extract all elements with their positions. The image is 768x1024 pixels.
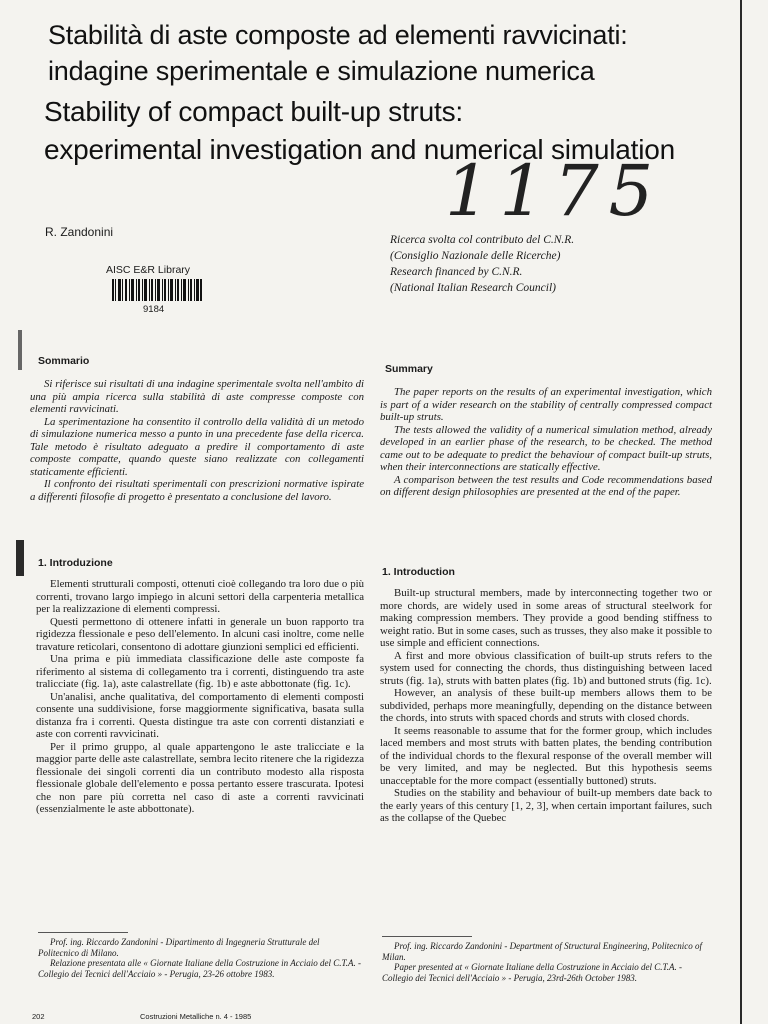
footnote-note: Paper presented at « Giornate Italiane della Costruzione in Acciaio del C.T.A. - Collegio dei Tecnici dell'Acciaio » - Perugia, 23rd-26th October 1983.: [382, 962, 683, 983]
sommario-paragraph: Il confronto dei risultati sperimentali con prescrizioni normative ispirate a differenti filosofie di progetto è presentato a conclusione del lavoro.: [30, 478, 364, 503]
introduction-paragraph: It seems reasonable to assume that for the former group, which includes laced members and most struts with batten plates, the bending contribution of the individual chords to the flexural response of the overall member will be very limited, and may be neglected. But this hypothesis seems unacceptable for the more compact (essentially buttoned) struts.: [380, 724, 712, 787]
footnote-italian: [38, 937, 362, 979]
grant-line-4: (National Italian Research Council): [390, 282, 556, 294]
sommario-body: [30, 378, 364, 503]
introduzione-heading: 1. Introduzione: [38, 557, 113, 569]
library-stamp-label: AISC E&R Library: [106, 264, 191, 276]
grant-note: [390, 232, 720, 296]
author-name: R. Zandonini: [45, 225, 114, 239]
journal-name: Costruzioni Metalliche n. 4 - 1985: [140, 1012, 252, 1021]
title-italian-line1: Stabilità di aste composte ad elementi ravvicinati:: [48, 20, 628, 50]
scan-edge-line: [740, 0, 742, 1024]
introduzione-paragraph: Un'analisi, anche qualitativa, del comportamento di elementi composti consente una suddivisione, forse maggiormente significativa, basata sulla distanza fra i correnti. Questa distingue tra aste con correnti distanziati e aste con correnti ravvicinati.: [36, 690, 364, 740]
footnote-author: Prof. ing. Riccardo Zandonini - Dipartimento di Ingegneria Strutturale del Politecnico di Milano.: [38, 937, 320, 958]
introduzione-body: [36, 578, 364, 816]
summary-paragraph: The tests allowed the validity of a numerical simulation method, already developed in an earlier phase of the research, to be checked. The method came out to be adequate to predict the behaviour of compact built-up struts, when their interconnections are statically effective.: [380, 423, 712, 473]
introduction-heading: 1. Introduction: [382, 566, 455, 578]
title-english-line1: Stability of compact built-up struts:: [44, 96, 463, 127]
introduction-body: [380, 587, 712, 825]
summary-heading: Summary: [385, 363, 433, 375]
introduzione-paragraph: Elementi strutturali composti, ottenuti cioè collegando tra loro due o più correnti, trovano largo impiego in alcuni settori della carpenteria metallica per la realizzazione di elementi compressi.: [36, 578, 364, 615]
barcode-icon: [112, 279, 202, 301]
introduction-paragraph: A first and more obvious classification of built-up struts refers to the system used for connecting the chords, thus distinguishing between laced struts (fig. 1a), struts with batten plates (fig. 1b) and buttoned struts (fig. 1c).: [380, 649, 712, 687]
footnote-english: [382, 941, 712, 983]
introduzione-paragraph: Per il primo gruppo, al quale appartengono le aste tralicciate e la maggior parte delle aste calastrellate, sembra lecito ritenere che la rigidezza flessionale dei singoli correnti dia un contributo modesto alla risposta flessionale globale dell'elemento e possa pertanto essere trascurata. Ipotesi che non pare più corretta nel caso di aste a correnti ravvicinati (essenzialmente le aste abbottonate).: [36, 740, 364, 815]
introduction-paragraph: Built-up structural members, made by interconnecting together two or more chords, are widely used in some areas of structural steelwork for making compression members. They provide a good bending stiffness to weight ratio. But in some cases, such as trusses, they also make it possible to use simple and efficient connections.: [380, 587, 712, 649]
title-italian-line2: indagine sperimentale e simulazione numerica: [48, 56, 595, 86]
sommario-heading: Sommario: [38, 355, 90, 367]
grant-line-2: (Consiglio Nazionale delle Ricerche): [390, 250, 561, 262]
footnote-note: Relazione presentata alle « Giornate Italiane della Costruzione in Acciaio del C.T.A. - Collegio dei Tecnici dell'Acciaio » - Perugia, 23-26 ottobre 1983.: [38, 958, 362, 979]
library-number: 9184: [143, 304, 165, 315]
summary-body: [380, 386, 712, 499]
handwritten-number: 1175: [445, 150, 664, 232]
grant-line-3: Research financed by C.N.R.: [390, 266, 523, 278]
sommario-paragraph: La sperimentazione ha consentito il controllo della validità di un metodo di simulazione numerica messo a punto in una precedente fase della ricerca. Tale metodo è risultato adeguato a predire il comportamento di aste composte compatte, quando queste siano realizzate con collegamenti staticamente efficienti.: [30, 415, 364, 478]
footnote-divider: [382, 936, 472, 937]
introduction-paragraph: Studies on the stability and behaviour of built-up members date back to the early years of this century [1, 2, 3], when certain important failures, such as the collapse of the Quebec: [380, 787, 712, 824]
summary-paragraph: The paper reports on the results of an experimental investigation, which is part of a wider research on the stability of centrally compressed compact built-up struts.: [380, 386, 712, 423]
grant-line-1: Ricerca svolta col contributo del C.N.R.: [390, 234, 575, 246]
footnote-divider: [38, 932, 128, 933]
introduction-paragraph: However, an analysis of these built-up members allows them to be subdivided, perhaps more meaningfully, depending on the distance between the chords, into struts with spaced chords and struts with closed chords.: [380, 687, 712, 724]
scan-edge-mark: [18, 330, 22, 370]
introduzione-paragraph: Questi permettono di ottenere infatti in generale un buon rapporto tra rigidezza flessionale e peso dell'elemento. In alcuni casi inoltre, come nelle travature reticolari, consentono di adottare giunzioni semplici ed efficienti.: [36, 615, 364, 653]
summary-paragraph: A comparison between the test results and Code recommendations based on different design philosophies are presented at the end of the paper.: [380, 473, 712, 498]
scan-edge-mark: [16, 540, 24, 576]
page-number: 202: [32, 1012, 45, 1021]
title-english-line2: experimental investigation and numerical simulation: [44, 134, 676, 165]
footnote-author: Prof. ing. Riccardo Zandonini - Department of Structural Engineering, Politecnico of Milan.: [382, 941, 703, 962]
introduzione-paragraph: Una prima e più immediata classificazione delle aste composte fa riferimento al sistema di collegamento tra i correnti, distinguendo tra aste tralicciate (fig. 1a), aste calastrellate (fig. 1b) e aste abbottonate (fig. 1c).: [36, 653, 364, 690]
sommario-paragraph: Si riferisce sui risultati di una indagine sperimentale svolta nell'ambito di una più ampia ricerca sulla stabilità di aste compresse composte con elementi ravvicinati.: [30, 378, 364, 415]
